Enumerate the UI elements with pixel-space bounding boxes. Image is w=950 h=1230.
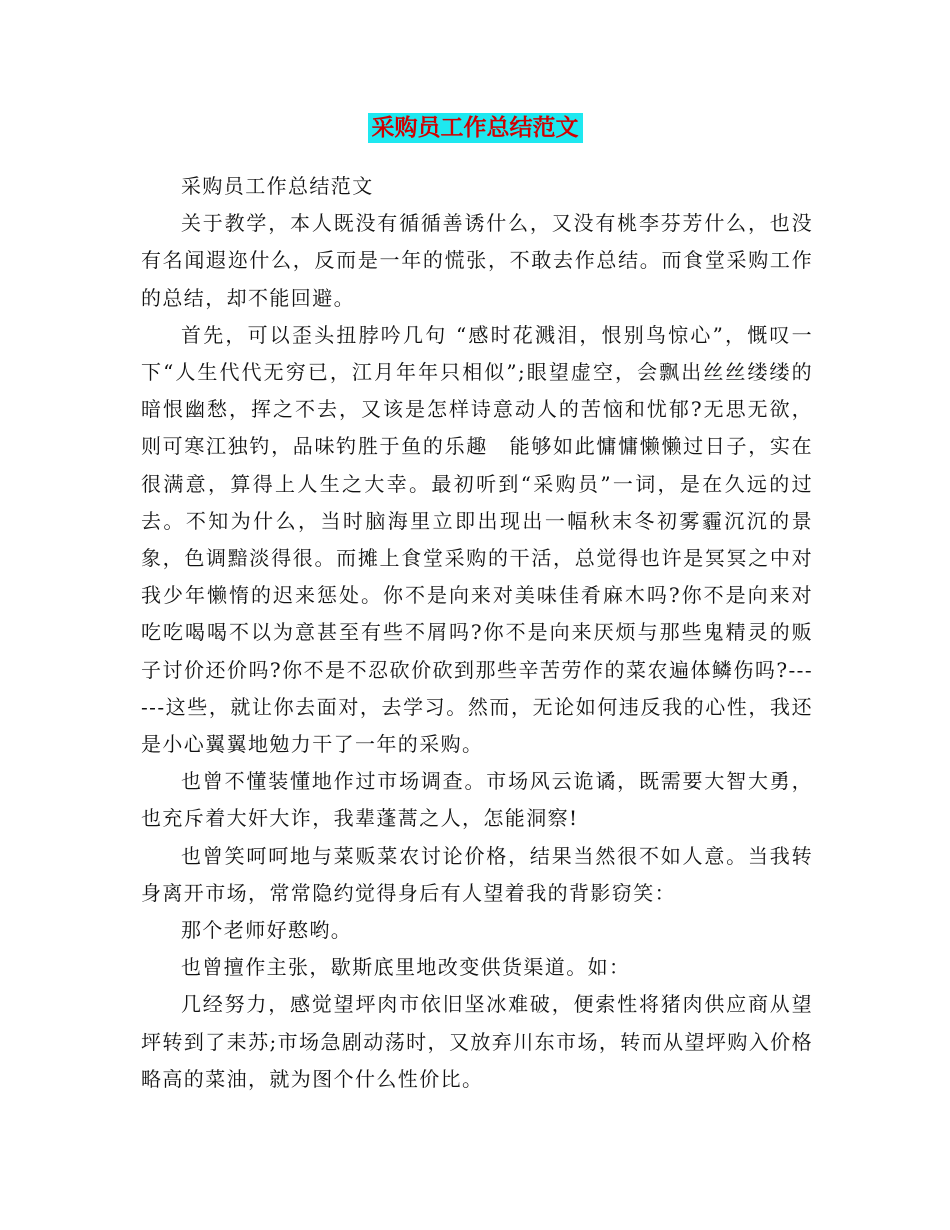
paragraph: 几经努力，感觉望坪肉市依旧坚冰难破，便索性将猪肉供应商从望坪转到了耒苏;市场急剧动荡时，又放弃川东市场，转而从望坪购入价格略高的菜油，就为图个什么性价比。 <box>141 992 813 1091</box>
paragraph: 也曾笑呵呵地与菜贩菜农讨论价格，结果当然很不如人意。当我转身离开市场，常常隐约觉得身后有人望着我的背影窃笑： <box>141 843 813 905</box>
title-container <box>0 113 950 143</box>
paragraph: 关于教学，本人既没有循循善诱什么，又没有桃李芬芳什么，也没有名闻遐迩什么，反而是一年的慌张，不敢去作总结。而食堂采购工作的总结，却不能回避。 <box>141 211 813 310</box>
document-title: 采购员工作总结范文 <box>368 113 583 143</box>
paragraph: 也曾不懂装懂地作过市场调查。市场风云诡谲，既需要大智大勇，也充斥着大奸大诈，我辈蓬蒿之人，怎能洞察! <box>141 769 813 831</box>
paragraph: 也曾擅作主张，歇斯底里地改变供货渠道。如： <box>181 955 631 980</box>
paragraph: 那个老师好憨哟。 <box>181 918 353 943</box>
paragraph: 首先，可以歪头扭脖吟几句 “感时花溅泪，恨别鸟惊心”，慨叹一下“人生代代无穷已，江月年年只相似”;眼望虚空，会飘出丝丝缕缕的暗恨幽愁，挥之不去，又该是怎样诗意动人的苦恼和忧郁?无思无欲，则可寒江独钓，品味钓胜于鱼的乐趣 能够如此慵慵懒懒过日子，实在很满意，算得上人生之大幸。最初听到“采购员”一词，是在久远的过去。不知为什么，当时脑海里立即出现出一幅秋末冬初雾霾沉沉的景象，色调黯淡得很。而摊上食堂采购的干活，总觉得也许是冥冥之中对我少年懒惰的迟来惩处。你不是向来对美味佳肴麻木吗?你不是向来对吃吃喝喝不以为意甚至有些不屑吗?你不是向来厌烦与那些鬼精灵的贩子讨价还价吗?你不是不忍砍价砍到那些辛苦劳作的菜农遍体鳞伤吗?------这些，就让你去面对，去学习。然而，无论如何违反我的心性，我还是小心翼翼地勉力干了一年的采购。 <box>141 322 813 757</box>
document-body <box>141 168 813 1098</box>
subtitle-paragraph: 采购员工作总结范文 <box>181 174 374 198</box>
